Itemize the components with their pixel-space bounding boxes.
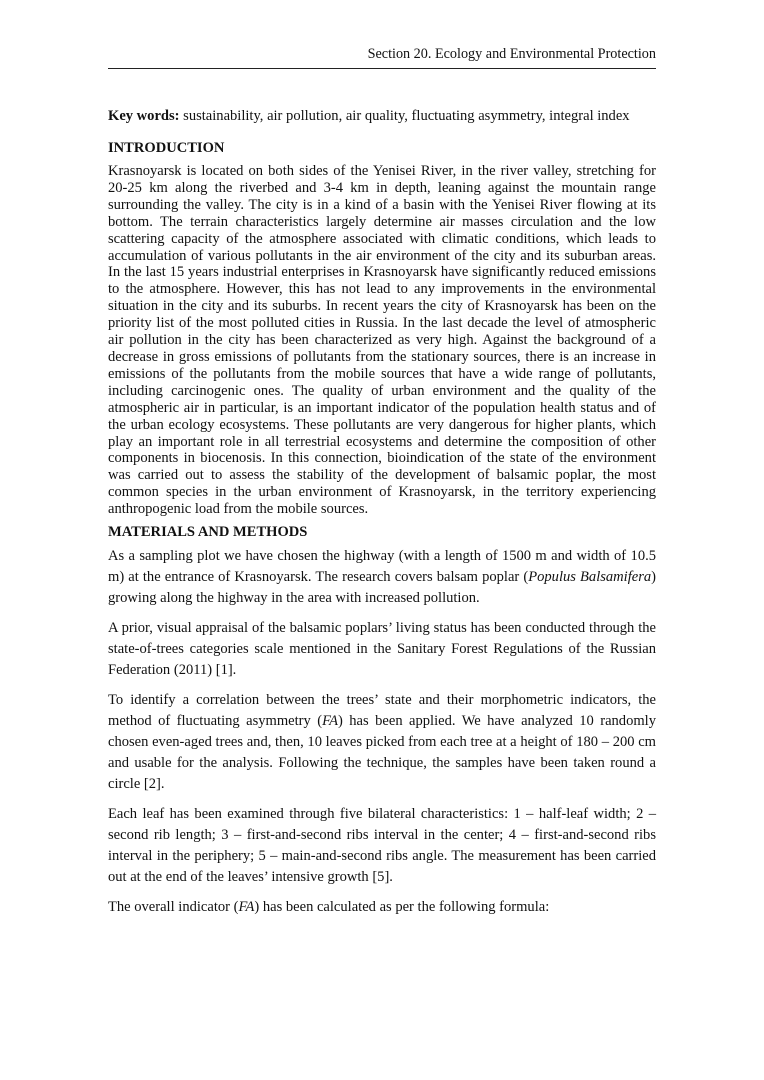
methods-paragraph-1 (108, 546, 656, 609)
methods-p5-text-b: ) has been calculated as per the following formula: (254, 899, 550, 916)
introduction-paragraph: Krasnoyarsk is located on both sides of the Yenisei River, in the river valley, stretching for 20-25 km along the riverbed and 3-4 km in depth, leaning against the mountain range surrounding the valley. The city is in a kind of a basin with the Yenisei River flowing at its bottom. The terrain characteristics largely determine air masses circulation and the low scattering capacity of the atmosphere associated with climatic conditions, which leads to accumulation of various pollutants in the air environment of the city and its suburban areas. In the last 15 years industrial enterprises in Krasnoyarsk have significantly reduced emissions to the atmosphere. However, this has not lead to any improvements in the environmental situation in the city and its suburbs. In recent years the city of Krasnoyarsk has been on the priority list of the most polluted cities in Russia. In the last decade the level of atmospheric air pollution in the city has been characterized as very high. Against the background of a decrease in gross emissions of pollutants from the stationary sources, there is an increase in emissions of the pollutants from the mobile sources that have a wide range of pollutants, including carcinogenic ones. The quality of urban environment and the quality of the atmospheric air in particular, is an important indicator of the population health status and of the urban ecology ecosystems. These pollutants are very dangerous for higher plants, which play an important role in all terrestrial ecosystems and determine the composition of other components in biocenosis. In this connection, bioindication of the state of the environment was carried out to assess the stability of the development of balsamic poplar, the most common species in the urban environment of Krasnoyarsk, in the territory experiencing anthropogenic load from the mobile sources. (108, 163, 656, 518)
keywords-label: Key words: (108, 108, 180, 124)
keywords-text: sustainability, air pollution, air quality, fluctuating asymmetry, integral index (183, 108, 630, 124)
header-rule (108, 68, 656, 69)
fa-abbrev: FA (322, 713, 338, 730)
introduction-heading: INTRODUCTION (108, 140, 225, 156)
methods-paragraph-2: A prior, visual appraisal of the balsamic poplars’ living status has been conducted through the state-of-trees categories scale mentioned in the Sanitary Forest Regulations of the Russian Federation (2011) [1]. (108, 620, 656, 679)
methods-paragraph-3 (108, 690, 656, 795)
methods-p3-text-a: To identify a correlation between the trees’ state and their morphometric indicators, the method of fluctuating asymmetry ( (108, 692, 656, 730)
methods-p3-text-b: ) has been applied. We have analyzed 10 randomly chosen even-aged trees and, then, 10 leaves picked from each tree at a height of 180 – 200 cm and usable for the analysis. Following the technique, the samples have been taken round a circle [2]. (108, 713, 656, 793)
methods-heading: MATERIALS AND METHODS (108, 524, 308, 541)
methods-paragraph-4: Each leaf has been examined through five bilateral characteristics: 1 – half-leaf width; 2 – second rib length; 3 – first-and-second ribs interval in the center; 4 – first-and-second ribs interval in the periphery; 5 – main-and-second ribs angle. The measurement has been carried out at the end of the leaves’ intensive growth [5]. (108, 806, 656, 886)
methods-p5-text-a: The overall indicator ( (108, 899, 239, 916)
methods-p1-text-b: ) growing along the highway in the area with increased pollution. (108, 569, 657, 607)
methods-p1-text-a: As a sampling plot we have chosen the highway (with a length of 1500 m and width of 10.5 m) at the entrance of Krasnoyarsk. The research covers balsam poplar ( (108, 548, 656, 586)
fa-abbrev: FA (238, 899, 255, 916)
species-name: Populus Balsamifera (528, 569, 652, 586)
page-body (108, 106, 656, 918)
keywords-paragraph (108, 106, 656, 126)
methods-paragraph-5 (108, 897, 656, 918)
running-header: Section 20. Ecology and Environmental Protection (367, 46, 656, 62)
